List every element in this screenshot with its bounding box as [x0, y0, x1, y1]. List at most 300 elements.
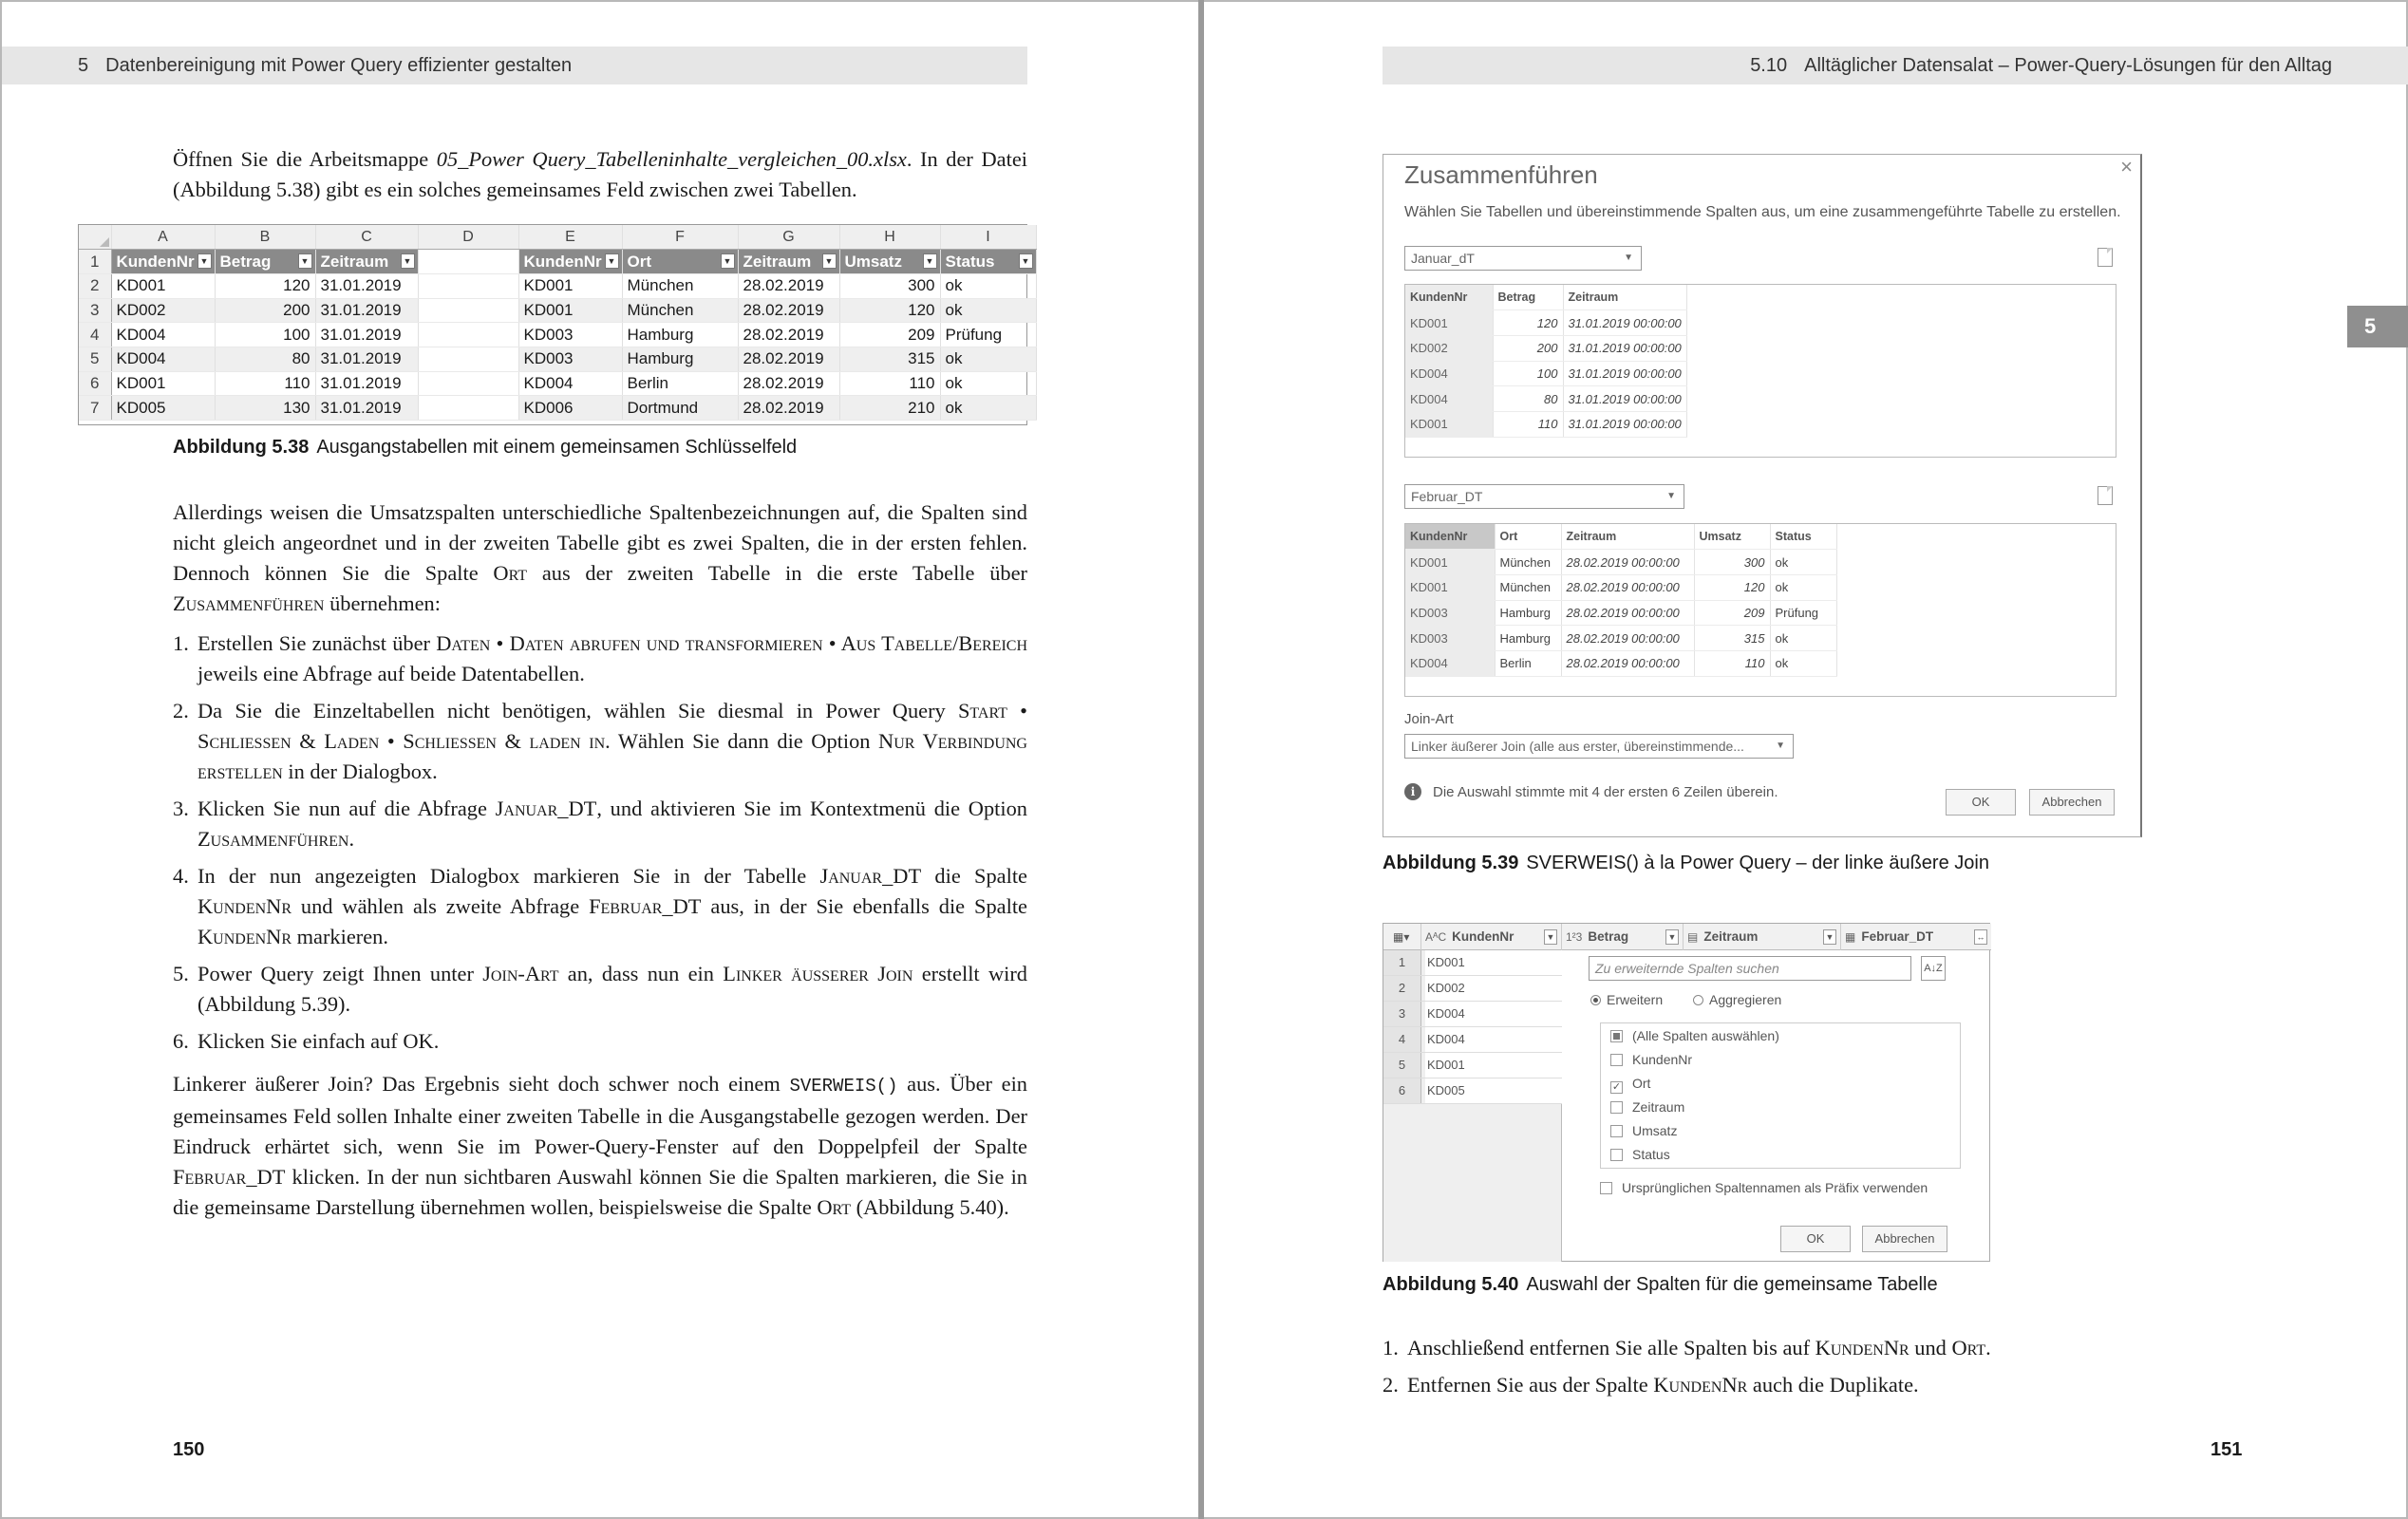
paragraph-3	[173, 1069, 1027, 1223]
step-text: auch die Duplikate.	[1747, 1373, 1919, 1397]
table-row	[79, 273, 1036, 298]
cell[interactable]: 28.02.2019	[738, 396, 839, 421]
list-item	[173, 1026, 1027, 1057]
info-icon: i	[1404, 783, 1421, 800]
step-text: und	[1909, 1336, 1952, 1360]
filter-dropdown-icon[interactable]: ▼	[298, 253, 312, 269]
dialog-title: Zusammenführen	[1404, 160, 1598, 189]
row-number[interactable]: 5	[79, 347, 111, 371]
cell[interactable]: 31.01.2019	[315, 323, 418, 347]
cell: KD001	[1405, 574, 1495, 600]
sort-az-icon[interactable]: A↓Z	[1921, 956, 1946, 981]
intro-text-1: Öffnen Sie die Arbeitsmappe	[173, 147, 437, 171]
empty-cell[interactable]	[418, 273, 518, 298]
checkbox-label: Ursprünglichen Spaltennamen als Präfix verwenden	[1622, 1180, 1928, 1195]
radio-empty-icon	[1693, 995, 1703, 1005]
row-number[interactable]: 6	[79, 371, 111, 396]
cell: KD001	[1405, 550, 1495, 575]
table-row	[1405, 574, 1836, 600]
cell: 28.02.2019 00:00:00	[1561, 574, 1694, 600]
cell[interactable]: 28.02.2019	[738, 371, 839, 396]
row-number[interactable]: 2	[79, 273, 111, 298]
step-number: 2.	[1383, 1373, 1399, 1397]
cell[interactable]: KD003	[518, 347, 622, 371]
table-row	[1405, 626, 1836, 651]
second-table-select[interactable]	[1404, 484, 1684, 509]
cell[interactable]: 300	[839, 273, 940, 298]
table-menu-icon[interactable]: ▦▾	[1383, 924, 1421, 950]
cell: 31.01.2019 00:00:00	[1563, 335, 1686, 361]
page-number: 150	[173, 1439, 205, 1460]
list-item	[173, 794, 1027, 854]
cell[interactable]: 110	[215, 371, 315, 396]
col-letter-e[interactable]: E	[518, 225, 622, 250]
radio-selected-icon	[1590, 995, 1601, 1005]
chevron-down-icon: ▼	[1776, 741, 1785, 751]
chapter-number: 5	[78, 54, 89, 76]
select-all-corner[interactable]	[79, 225, 111, 250]
para3-text-2: aus. Über ein gemeinsames Feld sollen Inhalte einer zweiten Tabelle in die Ausgangstabelle gezogen werden. Der Eindruck erhärtet sich, wenn Sie im Power-Query-Fenster auf den Doppelpfeil der Spalte	[173, 1072, 1027, 1158]
aggregate-radio[interactable]	[1693, 992, 1781, 1007]
cell: 120	[1493, 310, 1563, 336]
cell[interactable]: Hamburg	[622, 323, 738, 347]
intro-filename: 05_Power Query_Tabelleninhalte_vergleichen_00.xlsx	[436, 147, 907, 171]
checkmark-icon: ✓	[1611, 1081, 1622, 1093]
cell[interactable]: 80	[215, 347, 315, 371]
col-letter-f[interactable]: F	[622, 225, 738, 250]
column-header-zeitraum[interactable]	[1684, 924, 1841, 950]
column-header[interactable]: Umsatz	[1694, 524, 1770, 550]
table-row	[1405, 550, 1836, 575]
table-row	[1405, 310, 1686, 336]
cell: KD001	[1405, 411, 1493, 437]
table-header-row	[1405, 285, 1686, 310]
cell[interactable]: ok	[940, 371, 1036, 396]
table-row	[1383, 1002, 1562, 1027]
cell: 31.01.2019 00:00:00	[1563, 386, 1686, 412]
table-row	[1383, 1027, 1562, 1053]
preview-table	[1405, 285, 1687, 438]
empty-cell[interactable]	[418, 347, 518, 371]
header-label: Zeitraum	[743, 252, 812, 271]
ui-column-name: Februar_DT	[173, 1165, 286, 1189]
row-number[interactable]: 7	[79, 396, 111, 421]
step-number: 1.	[1383, 1336, 1399, 1360]
table-header-row	[79, 250, 1036, 274]
table-row	[1405, 335, 1686, 361]
list-item	[1383, 1370, 2123, 1400]
header-label: KundenNr	[523, 252, 602, 271]
ui-term-ort: Ort	[493, 561, 528, 585]
step-text: .	[348, 827, 355, 851]
col-letter-i[interactable]: I	[940, 225, 1036, 250]
cell[interactable]: 120	[839, 298, 940, 323]
step-text: in der Dialogbox.	[282, 760, 438, 783]
step-number: 6.	[173, 1029, 189, 1053]
left-page	[0, 0, 1202, 1519]
header-zeitraum-2	[738, 250, 839, 274]
steps-list-right	[1383, 1333, 2123, 1407]
document-icon[interactable]	[2098, 248, 2113, 267]
col-letter-b[interactable]: B	[215, 225, 315, 250]
cell[interactable]: KD001	[1425, 950, 1562, 975]
cell[interactable]: KD005	[1425, 1078, 1562, 1103]
cell[interactable]: 200	[215, 298, 315, 323]
column-header-februar-dt[interactable]	[1841, 924, 1991, 950]
cell[interactable]: München	[622, 298, 738, 323]
row-number[interactable]: 3	[79, 298, 111, 323]
table-row	[79, 371, 1036, 396]
ui-option: Linker äusserer Join	[723, 962, 913, 985]
steps-list	[173, 628, 1027, 1063]
cell[interactable]: 28.02.2019	[738, 323, 839, 347]
cell[interactable]: 31.01.2019	[315, 371, 418, 396]
empty-cell[interactable]	[418, 323, 518, 347]
ui-menu-path: Start • Schliessen & Laden • Schliessen & laden in	[198, 699, 1027, 753]
filter-dropdown-icon[interactable]: ▼	[721, 253, 735, 269]
calendar-icon: ▤	[1687, 930, 1699, 944]
checkbox-label: Ort	[1632, 1076, 1651, 1091]
cell[interactable]: 31.01.2019	[315, 273, 418, 298]
text-type-icon: AᴬC	[1425, 930, 1447, 944]
row-number[interactable]: 1	[79, 250, 111, 274]
cell[interactable]: ok	[940, 273, 1036, 298]
cell[interactable]: KD001	[111, 371, 215, 396]
header-betrag	[215, 250, 315, 274]
caption-text: Auswahl der Spalten für die gemeinsame Tabelle	[1526, 1274, 1938, 1295]
checkbox-empty-icon	[1610, 1125, 1623, 1137]
para2-text-1: Allerdings weisen die Umsatzspalten unterschiedliche Spaltenbezeichnungen auf, die Spalten sind nicht gleich angeordnet und in der zweiten Tabelle gibt es zwei Spalten, die in der ersten fehlen. Dennoch können Sie die Spalte	[173, 500, 1027, 585]
row-number[interactable]: 4	[1383, 1027, 1421, 1052]
checkbox-zeitraum[interactable]	[1610, 1099, 1684, 1115]
ui-column-name: KundenNr	[1815, 1336, 1909, 1360]
checkbox-kundennr[interactable]	[1610, 1052, 1692, 1067]
ui-column-name: KundenNr	[1653, 1373, 1748, 1397]
cell[interactable]: 110	[839, 371, 940, 396]
column-header[interactable]: Betrag	[1493, 285, 1563, 310]
ui-query-name: Februar_DT	[589, 894, 702, 918]
step-text: aus, in der Sie ebenfalls die Spalte	[701, 894, 1027, 918]
cell: 120	[1694, 574, 1770, 600]
row-number[interactable]: 4	[79, 323, 111, 347]
header-label: Betrag	[219, 252, 272, 271]
cell[interactable]: 28.02.2019	[738, 298, 839, 323]
radio-label: Erweitern	[1607, 992, 1664, 1007]
cell[interactable]: 31.01.2019	[315, 298, 418, 323]
close-icon[interactable]: ×	[2120, 155, 2133, 178]
filter-dropdown-icon[interactable]: ▼	[1544, 929, 1557, 945]
cell: 31.01.2019 00:00:00	[1563, 411, 1686, 437]
cell: 110	[1493, 411, 1563, 437]
step-text: die Spalte	[921, 864, 1027, 888]
step-text: . Wählen Sie dann die Option	[605, 729, 879, 753]
page-number: 151	[2210, 1439, 2243, 1460]
preview-table	[1405, 524, 1837, 677]
table-row	[1405, 386, 1686, 412]
cell[interactable]: KD006	[518, 396, 622, 421]
step-text: Klicken Sie einfach auf OK.	[198, 1029, 440, 1053]
cell[interactable]: KD001	[518, 298, 622, 323]
row-number[interactable]: 2	[1383, 976, 1421, 1001]
cell[interactable]: 209	[839, 323, 940, 347]
expand-radio[interactable]	[1590, 992, 1663, 1007]
cell[interactable]: ok	[940, 347, 1036, 371]
ui-menu-path: Daten • Daten abrufen und transformieren • Aus Tabelle/Bereich	[436, 631, 1027, 655]
step-text: Da Sie die Einzeltabellen nicht benötigen, wählen Sie diesmal in Power Query	[198, 699, 958, 722]
col-letter-d[interactable]: D	[418, 225, 518, 250]
expand-icon[interactable]: ↔	[1974, 929, 1987, 945]
header-ort	[622, 250, 738, 274]
col-letter-a[interactable]: A	[111, 225, 215, 250]
paragraph-2	[173, 497, 1027, 619]
cell: KD002	[1405, 335, 1493, 361]
column-header-bar	[1383, 924, 1991, 950]
checkbox-empty-icon	[1610, 1054, 1623, 1066]
caption-text: SVERWEIS() à la Power Query – der linke äußere Join	[1526, 853, 1989, 873]
checkbox-label: (Alle Spalten auswählen)	[1632, 1028, 1779, 1043]
cell: 315	[1694, 626, 1770, 651]
column-header[interactable]: KundenNr	[1405, 524, 1495, 550]
cell: Berlin	[1495, 650, 1561, 676]
document-icon[interactable]	[2098, 486, 2113, 505]
column-header[interactable]: Zeitraum	[1563, 285, 1686, 310]
excel-figure	[78, 224, 1030, 425]
para2-text-3: übernehmen:	[324, 591, 441, 615]
header-umsatz	[839, 250, 940, 274]
checkbox-label: Zeitraum	[1632, 1099, 1685, 1115]
checkbox-empty-icon	[1610, 1101, 1623, 1114]
header-label: KundenNr	[116, 252, 195, 271]
first-table-select[interactable]	[1404, 246, 1642, 271]
cell[interactable]: ok	[940, 298, 1036, 323]
cell: KD003	[1405, 600, 1495, 626]
expand-columns-figure	[1383, 923, 1990, 1262]
header-zeitraum	[315, 250, 418, 274]
cell[interactable]: 31.01.2019	[315, 347, 418, 371]
column-label: KundenNr	[1452, 929, 1514, 944]
cell[interactable]: München	[622, 273, 738, 298]
cell: 80	[1493, 386, 1563, 412]
column-header[interactable]: Status	[1770, 524, 1836, 550]
cell: KD004	[1405, 361, 1493, 386]
cell[interactable]: KD001	[111, 273, 215, 298]
column-label: Zeitraum	[1703, 929, 1759, 944]
column-search-input[interactable]: Zu erweiternde Spalten suchen	[1589, 956, 1911, 981]
cell[interactable]: Hamburg	[622, 347, 738, 371]
chapter-tab: 5	[2347, 306, 2408, 347]
checkbox-prefix[interactable]	[1600, 1180, 1928, 1195]
cell: München	[1495, 574, 1561, 600]
column-header[interactable]: Ort	[1495, 524, 1561, 550]
ui-query-name: Januar_DT	[819, 864, 922, 888]
step-number: 4.	[173, 864, 189, 888]
cell[interactable]: ok	[940, 396, 1036, 421]
checkbox-umsatz[interactable]	[1610, 1123, 1677, 1138]
dialog-instructions: Wählen Sie Tabellen und übereinstimmende Spalten aus, um eine zusammengeführte Tabelle zu erstellen.	[1404, 204, 2121, 220]
data-rows-panel	[1383, 950, 1562, 1262]
filter-dropdown-icon[interactable]: ▼	[401, 253, 415, 269]
header-status	[940, 250, 1036, 274]
row-number[interactable]: 6	[1383, 1078, 1421, 1103]
checkbox-label: Umsatz	[1632, 1123, 1678, 1138]
empty-cell[interactable]	[418, 371, 518, 396]
figure-caption-5-40	[1383, 1274, 1938, 1296]
cell[interactable]: KD005	[111, 396, 215, 421]
caption-label: Abbildung 5.40	[1383, 1274, 1519, 1295]
cell: KD001	[1405, 310, 1493, 336]
cell: 110	[1694, 650, 1770, 676]
figure-caption-5-39	[1383, 853, 1989, 874]
step-text: erstellt wird (Abbildung 5.39).	[198, 962, 1027, 1016]
cancel-button[interactable]: Abbrechen	[2029, 789, 2115, 816]
step-text: jeweils eine Abfrage auf beide Datentabellen.	[198, 662, 585, 685]
column-header[interactable]: Zeitraum	[1561, 524, 1694, 550]
list-item	[173, 959, 1027, 1020]
para3-text-3: klicken. In der nun sichtbaren Auswahl können Sie die Spalten markieren, die Sie in die gemeinsame Darstellung übernehmen wollen, beispielsweise die Spalte	[173, 1165, 1027, 1219]
cell[interactable]: KD004	[1425, 1002, 1562, 1026]
cell[interactable]: KD004	[111, 323, 215, 347]
chapter-title: Datenbereinigung mit Power Query effizienter gestalten	[105, 54, 573, 76]
column-letters-row	[79, 225, 1036, 250]
cell[interactable]: Berlin	[622, 371, 738, 396]
step-text: In der nun angezeigten Dialogbox markieren Sie in der Tabelle	[198, 864, 820, 888]
ui-column-name: KundenNr	[198, 925, 292, 948]
para3-text-4: (Abbildung 5.40).	[851, 1195, 1009, 1219]
cell[interactable]: 28.02.2019	[738, 347, 839, 371]
checkbox-select-all[interactable]	[1610, 1028, 1779, 1043]
column-header-betrag[interactable]	[1562, 924, 1684, 950]
filter-dropdown-icon[interactable]: ▼	[923, 253, 937, 269]
table-type-icon: ▦	[1845, 930, 1856, 944]
empty-cell[interactable]	[418, 250, 518, 274]
cell: KD004	[1405, 386, 1493, 412]
cell: 28.02.2019 00:00:00	[1561, 626, 1694, 651]
row-number[interactable]: 3	[1383, 1002, 1421, 1026]
header-label: Umsatz	[844, 252, 902, 271]
cell[interactable]: 100	[215, 323, 315, 347]
cell: Prüfung	[1770, 600, 1836, 626]
cell[interactable]: KD002	[1425, 976, 1562, 1001]
col-letter-g[interactable]: G	[738, 225, 839, 250]
cell[interactable]: KD002	[111, 298, 215, 323]
para2-text-2: aus der zweiten Tabelle in die erste Tabelle über	[527, 561, 1028, 585]
cell[interactable]: 210	[839, 396, 940, 421]
column-label: Februar_DT	[1861, 929, 1934, 944]
cell[interactable]: 130	[215, 396, 315, 421]
ui-term-zusammenfuehren: Zusammenführen	[173, 591, 325, 615]
col-letter-h[interactable]: H	[839, 225, 940, 250]
step-text: markieren.	[292, 925, 388, 948]
select-value: Februar_DT	[1411, 489, 1483, 504]
first-table-preview	[1404, 284, 2116, 458]
step-text: und wählen als zweite Abfrage	[292, 894, 590, 918]
empty-cell[interactable]	[418, 298, 518, 323]
filter-dropdown-icon[interactable]: ▼	[1823, 929, 1836, 945]
table-row	[1383, 1078, 1562, 1104]
right-page	[1204, 0, 2408, 1519]
header-kundennr	[111, 250, 215, 274]
cell[interactable]: Prüfung	[940, 323, 1036, 347]
cancel-button[interactable]: Abbrechen	[1862, 1226, 1947, 1252]
cell: KD004	[1405, 650, 1495, 676]
filter-dropdown-icon[interactable]: ▼	[1019, 253, 1033, 269]
checkbox-ort[interactable]	[1610, 1076, 1650, 1094]
table-row	[1383, 950, 1562, 976]
cell[interactable]: KD004	[111, 347, 215, 371]
column-header[interactable]: KundenNr	[1405, 285, 1493, 310]
cell[interactable]: KD004	[1425, 1027, 1562, 1052]
ok-button[interactable]: OK	[1946, 789, 2016, 816]
filter-dropdown-icon[interactable]: ▼	[1665, 929, 1679, 945]
intro-text-2: . In der Datei (Abbildung 5.38) gibt es ein solches gemeinsames Feld zwischen zwei Tabellen.	[173, 147, 1027, 201]
filter-dropdown-icon[interactable]: ▼	[605, 253, 619, 269]
empty-cell[interactable]	[418, 396, 518, 421]
list-item	[173, 696, 1027, 787]
cell[interactable]: KD004	[518, 371, 622, 396]
excel-table	[79, 225, 1037, 421]
list-item	[1383, 1333, 2123, 1363]
table-header-row	[1405, 524, 1836, 550]
column-header-kundennr[interactable]	[1421, 924, 1562, 950]
join-type-select[interactable]	[1404, 734, 1794, 759]
second-table-preview	[1404, 523, 2116, 697]
step-number: 1.	[173, 631, 189, 655]
filter-dropdown-icon[interactable]: ▼	[822, 253, 837, 269]
cell[interactable]: KD001	[1425, 1053, 1562, 1078]
cell[interactable]: 31.01.2019	[315, 396, 418, 421]
filter-dropdown-icon[interactable]: ▼	[198, 253, 212, 269]
number-type-icon: 1²3	[1566, 930, 1583, 944]
table-row	[1405, 600, 1836, 626]
table-row	[1383, 976, 1562, 1002]
checkbox-status[interactable]	[1610, 1147, 1670, 1162]
step-number: 2.	[173, 699, 189, 722]
cell: 100	[1493, 361, 1563, 386]
cell[interactable]: 28.02.2019	[738, 273, 839, 298]
cell[interactable]: 120	[215, 273, 315, 298]
step-text: .	[1985, 1336, 1991, 1360]
table-row	[1405, 361, 1686, 386]
merge-dialog	[1383, 154, 2142, 837]
cell[interactable]: KD001	[518, 273, 622, 298]
intro-paragraph	[173, 144, 1027, 205]
cell: KD003	[1405, 626, 1495, 651]
step-text: Power Query zeigt Ihnen unter	[198, 962, 483, 985]
cell[interactable]: 315	[839, 347, 940, 371]
cell: ok	[1770, 550, 1836, 575]
header-label: Ort	[627, 252, 651, 271]
step-number: 5.	[173, 962, 189, 985]
header-kundennr-2	[518, 250, 622, 274]
column-checklist	[1600, 1022, 1961, 1169]
row-number[interactable]: 5	[1383, 1053, 1421, 1078]
header-label: Status	[945, 252, 995, 271]
col-letter-c[interactable]: C	[315, 225, 418, 250]
checkbox-empty-icon	[1600, 1182, 1612, 1194]
para3-text-1: Linkerer äußerer Join? Das Ergebnis sieht doch schwer noch einem	[173, 1072, 790, 1096]
row-number[interactable]: 1	[1383, 950, 1421, 975]
ui-column-name: KundenNr	[198, 894, 292, 918]
cell: 209	[1694, 600, 1770, 626]
chevron-down-icon: ▼	[1666, 491, 1676, 501]
cell[interactable]: KD003	[518, 323, 622, 347]
ok-button[interactable]: OK	[1780, 1226, 1851, 1252]
caption-text: Ausgangstabellen mit einem gemeinsamen Schlüsselfeld	[316, 437, 798, 458]
function-name: SVERWEIS()	[789, 1076, 898, 1097]
cell[interactable]: Dortmund	[622, 396, 738, 421]
ui-label: Join-Art	[482, 962, 559, 985]
list-item	[173, 628, 1027, 689]
